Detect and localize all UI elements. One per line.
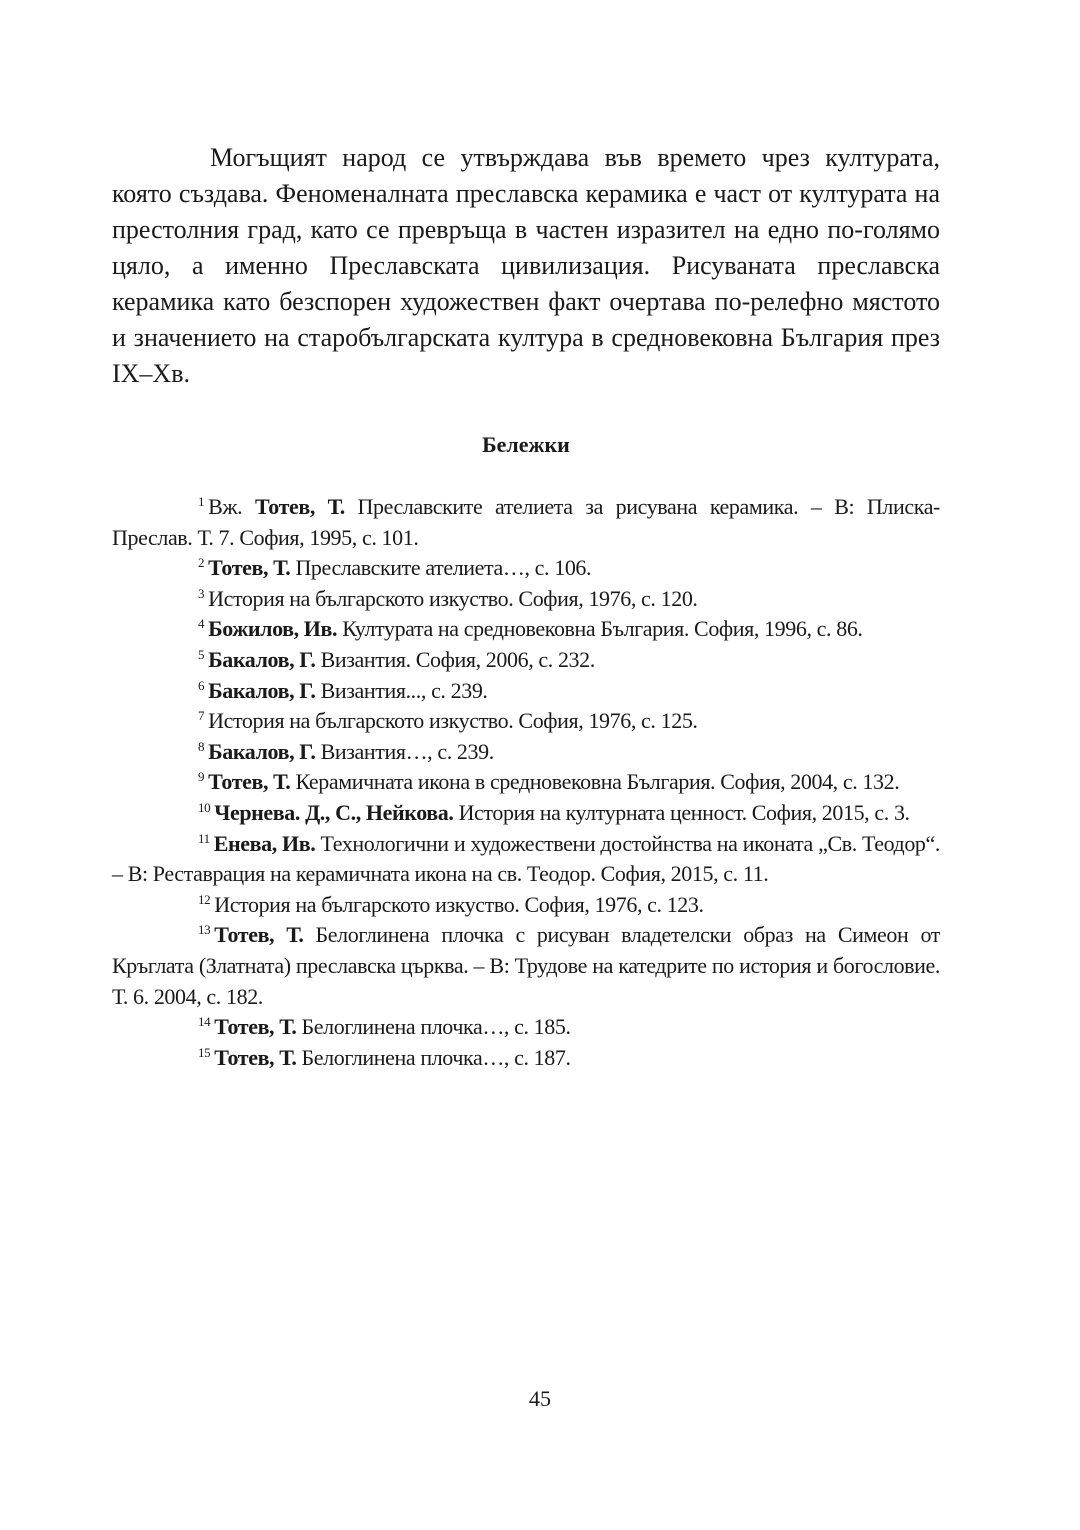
note-number: 1 — [198, 494, 205, 509]
note-item — [112, 706, 940, 737]
note-item — [112, 492, 940, 553]
note-number: 14 — [198, 1014, 211, 1030]
note-item — [112, 798, 940, 829]
note-text: История на българското изкуство. София, 1976, с. 123. — [214, 891, 704, 917]
note-item — [112, 676, 940, 707]
page-content — [112, 140, 940, 1073]
note-item — [112, 584, 940, 615]
note-number: 10 — [198, 799, 211, 815]
note-number: 11 — [198, 830, 210, 846]
body-paragraph: Могъщият народ се утвърждава във времето чрез културата, която създава. Феноменалната преславска керамика е част от културата на престолния град, като се превръща в частен изразител на едно по-голямо цяло, а именно Преславската цивилизация. Рисуваната преславска керамика като безспорен художествен факт очертава по-релефно мястото и значението на старобългарската култура в средновековна България през IX–Хв. — [112, 143, 940, 388]
note-item — [112, 829, 940, 890]
note-item — [112, 1012, 940, 1043]
note-text: Преславските ателиета…, с. 106. — [290, 555, 592, 581]
note-item — [112, 890, 940, 921]
note-number: 3 — [198, 585, 205, 601]
page-number: 45 — [529, 1386, 551, 1411]
note-author: Тотев, Т. — [214, 922, 304, 948]
note-author: Бакалов, Г. — [208, 677, 316, 703]
note-number: 4 — [198, 616, 205, 632]
note-text: Преславските ателиета за рисувана керамика. – В: Плиска-Преслав. Т. 7. София, 1995, с. 101. — [112, 494, 940, 550]
note-prefix: Вж. — [208, 494, 255, 519]
note-author: Бакалов, Г. — [208, 738, 316, 764]
note-author: Чернева. Д., С., Нейкова. — [214, 799, 454, 825]
note-author: Тотев, Т. — [208, 555, 291, 581]
note-text: История на българското изкуство. София, 1976, с. 125. — [208, 708, 698, 734]
notes-heading: Бележки — [482, 432, 570, 457]
note-item — [112, 614, 940, 645]
note-item — [112, 1043, 940, 1074]
note-number: 8 — [198, 738, 205, 754]
note-author: Тотев, Т. — [255, 494, 345, 519]
note-number: 2 — [198, 555, 205, 571]
note-author: Енева, Ив. — [213, 830, 316, 856]
note-text: Византия. София, 2006, с. 232. — [315, 646, 595, 672]
note-text: Технологични и художествени достойнства на иконата „Св. Теодор“. – В: Реставрация на керамичната икона на св. Теодор. София, 2015, с. 11. — [112, 830, 940, 887]
notes-list — [112, 492, 940, 1073]
note-author: Тотев, Т. — [208, 769, 291, 795]
note-author: Тотев, Т. — [214, 1014, 297, 1040]
note-text: Византия..., с. 239. — [315, 677, 488, 703]
note-number: 9 — [198, 769, 205, 785]
note-item — [112, 645, 940, 676]
note-number: 7 — [198, 708, 205, 724]
note-item — [112, 767, 940, 798]
note-author: Тотев, Т. — [214, 1044, 297, 1070]
note-number: 13 — [198, 922, 211, 938]
note-item — [112, 553, 940, 584]
note-text: Керамичната икона в средновековна България. София, 2004, с. 132. — [290, 769, 900, 795]
note-text: История на културната ценност. София, 2015, с. 3. — [453, 799, 910, 825]
note-text: Белоглинена плочка с рисуван владетелски образ на Симеон от Кръглата (Златната) преславска църква. – В: Трудове на катедрите по история и богословие. Т. 6. 2004, с. 182. — [112, 922, 940, 1009]
note-text: Белоглинена плочка…, с. 185. — [296, 1014, 571, 1040]
note-item — [112, 920, 940, 1012]
note-number: 12 — [198, 891, 211, 907]
note-text: Византия…, с. 239. — [315, 738, 494, 764]
note-text: Културата на средновековна България. София, 1996, с. 86. — [337, 616, 863, 642]
note-number: 15 — [198, 1044, 211, 1060]
note-number: 6 — [198, 677, 205, 693]
note-item — [112, 737, 940, 768]
note-text: История на българското изкуство. София, 1976, с. 120. — [208, 585, 698, 611]
note-text: Белоглинена плочка…, с. 187. — [296, 1044, 571, 1070]
note-author: Божилов, Ив. — [208, 616, 338, 642]
note-number: 5 — [198, 646, 205, 662]
note-author: Бакалов, Г. — [208, 646, 316, 672]
